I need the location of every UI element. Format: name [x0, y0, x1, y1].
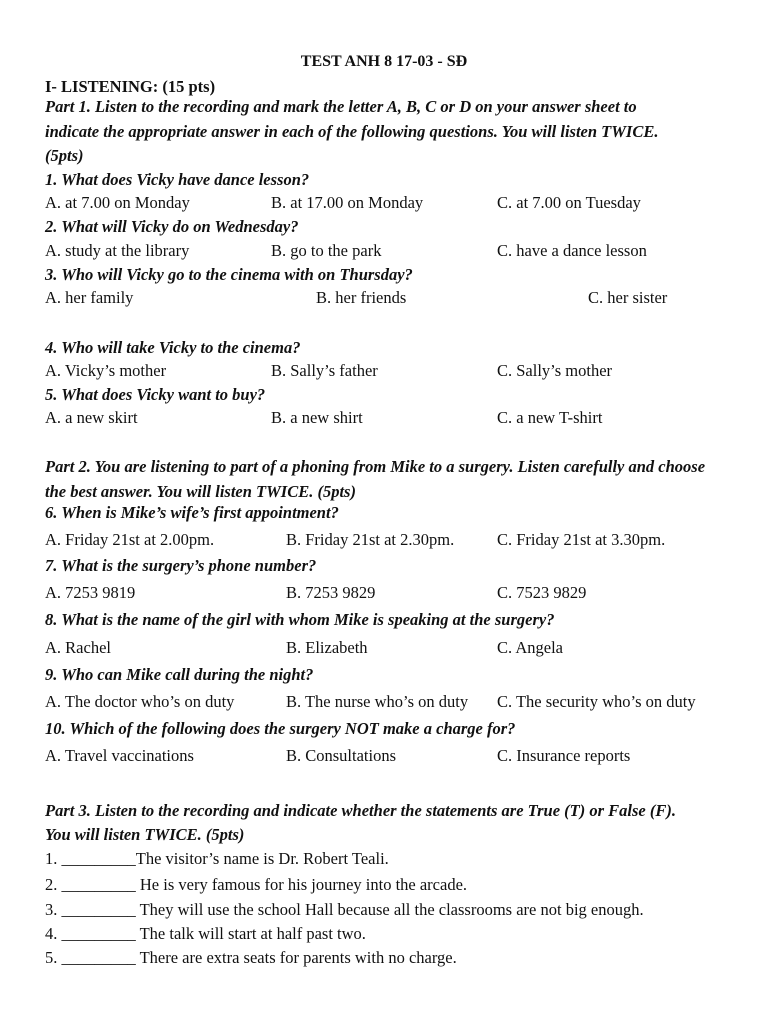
q1-option-a: A. at 7.00 on Monday [45, 193, 190, 212]
q2-option-c: C. have a dance lesson [497, 241, 647, 260]
q10-option-b: B. Consultations [286, 746, 397, 765]
q6-option-a: A. Friday 21st at 2.00pm. [45, 530, 215, 549]
q8-option-c: C. Angela [497, 638, 563, 657]
q4-option-c: C. Sally’s mother [497, 361, 613, 380]
q10-option-a: A. Travel vaccinations [45, 746, 194, 765]
q4-option-a: A. Vicky’s mother [45, 361, 167, 380]
statement-1: 1. _________The visitor’s name is Dr. Robert Teali. [45, 849, 389, 868]
question-9: 9. Who can Mike call during the night? [45, 665, 314, 684]
q5-option-c: C. a new T-shirt [497, 408, 603, 427]
question-5: 5. What does Vicky want to buy? [45, 385, 266, 404]
q5-option-b: B. a new shirt [271, 408, 363, 427]
question-6: 6. When is Mike’s wife’s first appointment? [45, 503, 339, 522]
section-heading: I- LISTENING: (15 pts) [45, 77, 216, 96]
q3-option-b: B. her friends [316, 288, 407, 307]
q8-option-b: B. Elizabeth [286, 638, 368, 657]
q3-option-a: A. her family [45, 288, 134, 307]
question-3: 3. Who will Vicky go to the cinema with on Thursday? [45, 265, 413, 284]
part3-instruction-line: You will listen TWICE. (5pts) [45, 825, 245, 844]
q8-option-a: A. Rachel [45, 638, 111, 657]
q9-option-b: B. The nurse who’s on duty [286, 692, 469, 711]
q9-option-c: C. The security who’s on duty [497, 692, 696, 711]
question-1: 1. What does Vicky have dance lesson? [45, 170, 310, 189]
q1-option-b: B. at 17.00 on Monday [271, 193, 424, 212]
question-4: 4. Who will take Vicky to the cinema? [45, 338, 301, 357]
q10-option-c: C. Insurance reports [497, 746, 631, 765]
statement-2: 2. _________ He is very famous for his journey into the arcade. [45, 875, 468, 894]
question-8: 8. What is the name of the girl with whom Mike is speaking at the surgery? [45, 610, 555, 629]
q7-option-b: B. 7253 9829 [286, 583, 376, 602]
part3-instruction-line: Part 3. Listen to the recording and indicate whether the statements are True (T) or False (F). [45, 801, 676, 820]
q6-option-b: B. Friday 21st at 2.30pm. [286, 530, 455, 549]
q4-option-b: B. Sally’s father [271, 361, 378, 380]
q2-option-a: A. study at the library [45, 241, 190, 260]
q5-option-a: A. a new skirt [45, 408, 138, 427]
part1-instruction-line: Part 1. Listen to the recording and mark the letter A, B, C or D on your answer sheet to [45, 97, 637, 116]
q9-option-a: A. The doctor who’s on duty [45, 692, 235, 711]
question-10: 10. Which of the following does the surgery NOT make a charge for? [45, 719, 516, 738]
q7-option-a: A. 7253 9819 [45, 583, 136, 602]
q1-option-c: C. at 7.00 on Tuesday [497, 193, 641, 212]
part2-instruction-line: the best answer. You will listen TWICE. (5pts) [45, 482, 356, 501]
statement-5: 5. _________ There are extra seats for parents with no charge. [45, 948, 457, 967]
part1-instruction-line: (5pts) [45, 146, 84, 165]
q3-option-c: C. her sister [588, 288, 668, 307]
q6-option-c: C. Friday 21st at 3.30pm. [497, 530, 666, 549]
question-7: 7. What is the surgery’s phone number? [45, 556, 317, 575]
part2-instruction-line: Part 2. You are listening to part of a phoning from Mike to a surgery. Listen carefully and choose [45, 457, 706, 476]
statement-4: 4. _________ The talk will start at half past two. [45, 924, 366, 943]
q7-option-c: C. 7523 9829 [497, 583, 587, 602]
question-2: 2. What will Vicky do on Wednesday? [45, 217, 299, 236]
part1-instruction-line: indicate the appropriate answer in each of the following questions. You will listen TWICE. [45, 122, 659, 141]
statement-3: 3. _________ They will use the school Hall because all the classrooms are not big enough. [45, 900, 644, 919]
q2-option-b: B. go to the park [271, 241, 382, 260]
page-title: TEST ANH 8 17-03 - SĐ [300, 53, 468, 70]
